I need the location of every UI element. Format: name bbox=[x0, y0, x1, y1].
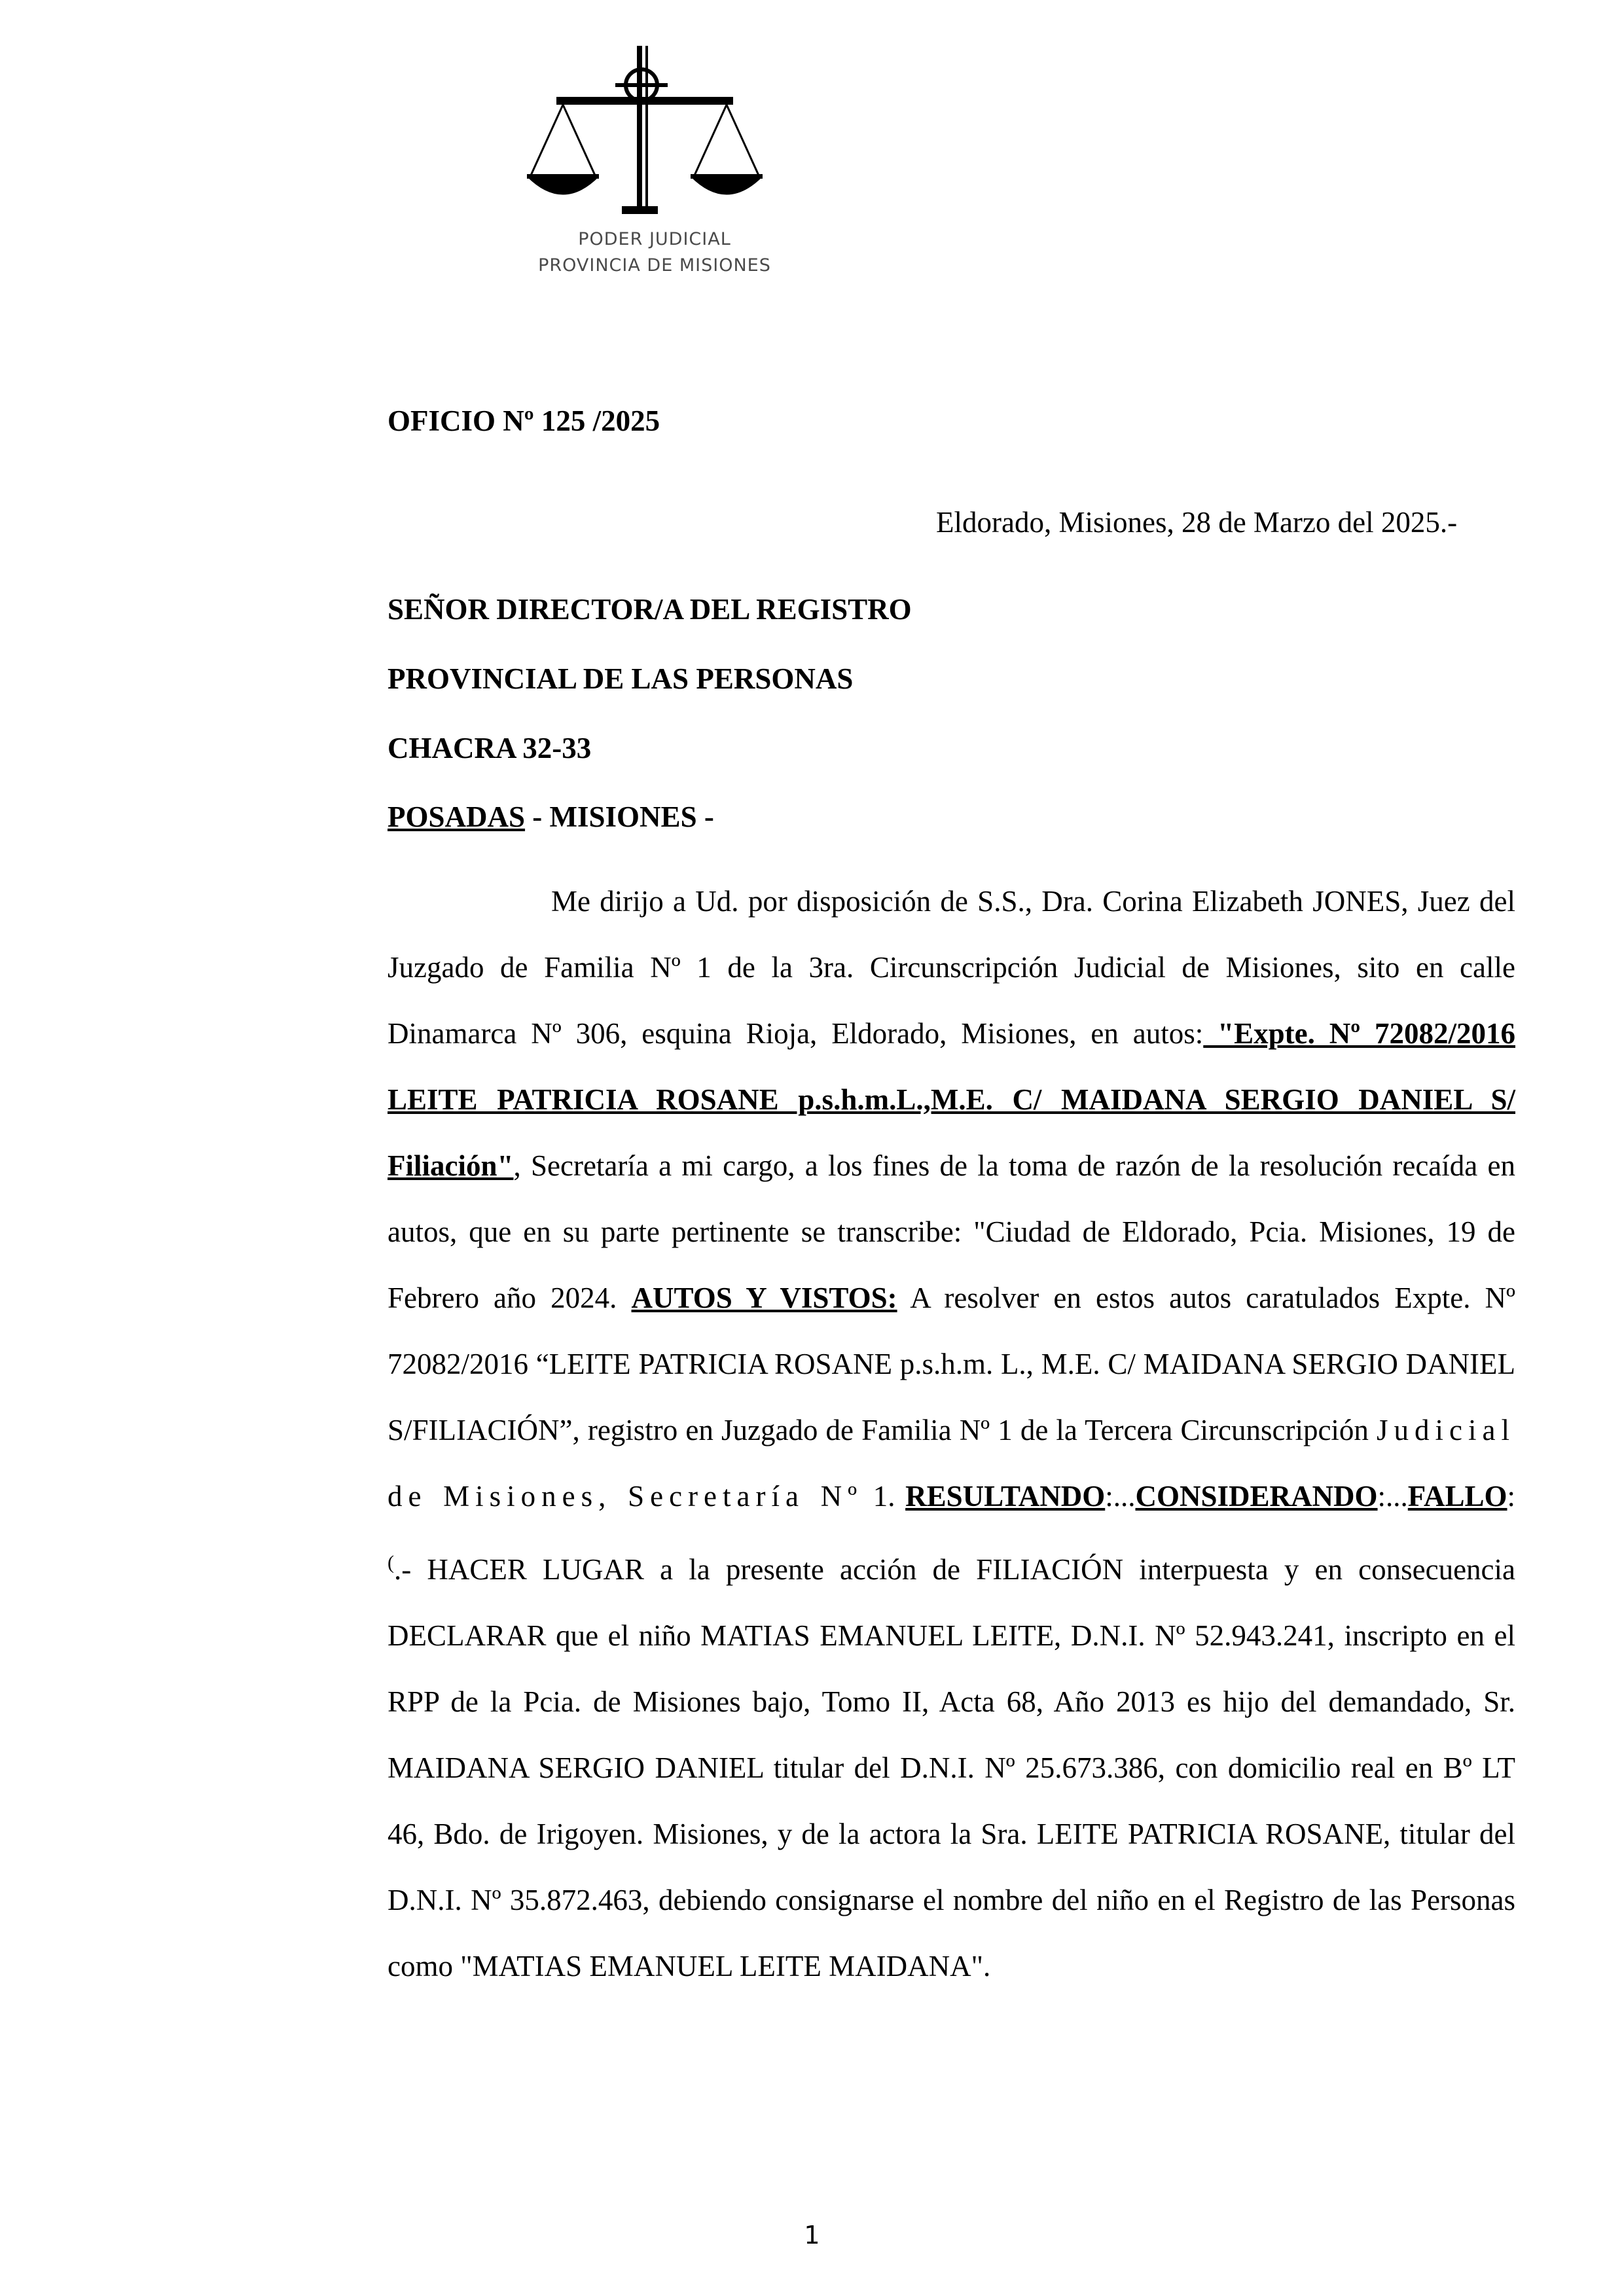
addressee-line-3: CHACRA 32-33 bbox=[388, 732, 592, 764]
page-number: 1 bbox=[804, 2221, 820, 2250]
body-text-2: , Secretaría a mi cargo, a los fines de la toma de razón de la resolución recaída en autos, que en su parte pertinente se transcribe: "Ciudad de Eldorado, Pcia. Misiones, 19 de Febrero año 2024. bbox=[388, 1149, 1515, 1314]
considerando: CONSIDERANDO bbox=[1135, 1480, 1378, 1513]
parenthesis-mark: ( bbox=[388, 1552, 394, 1573]
addressee-line-1: SEÑOR DIRECTOR/A DEL REGISTRO bbox=[388, 593, 912, 626]
addressee-line-4 bbox=[388, 797, 714, 836]
body-text-5: : bbox=[1507, 1480, 1515, 1513]
addressee-city: POSADAS bbox=[388, 800, 526, 833]
poder-judicial-logo bbox=[517, 39, 792, 288]
body-text-6: .- HACER LUGAR a la presente acción de FILIACIÓN interpuesta y en consecuencia DECLARAR que el niño MATIAS EMANUEL LEITE, D.N.I. Nº 52.943.241, inscripto en el RPP de la Pcia. de Misiones bajo, Tomo II, Acta 68, Año 2013 es hijo del demandado, Sr. MAIDANA SERGIO DANIEL titular del D.N.I. Nº 25.673.386, con domicilio real en Bº LT 46, Bdo. de Irigoyen. Misiones, y de la actora la Sra. LEITE PATRICIA ROSANE, titular del D.N.I. Nº 35.872.463, debiendo consignarse el nombre del niño en el Registro de las Personas como "MATIAS EMANUEL LEITE MAIDANA". bbox=[388, 1553, 1515, 1982]
fallo: FALLO bbox=[1407, 1480, 1507, 1513]
scales-of-justice-icon bbox=[517, 39, 792, 236]
dots-1: :... bbox=[1105, 1480, 1136, 1513]
addressee-province: - MISIONES - bbox=[525, 800, 714, 833]
case-reference: "Expte. Nº 72082/2016 LEITE PATRICIA ROSANE p.s.h.m.L.,M.E. C/ MAIDANA SERGIO DANIEL S/ Filiación" bbox=[388, 1017, 1515, 1182]
addressee-line-2: PROVINCIAL DE LAS PERSONAS bbox=[388, 662, 854, 695]
body-paragraph bbox=[388, 869, 1515, 2000]
body-spaced-text: Judicial de Misiones, Secretaría Nº bbox=[388, 1414, 1515, 1513]
resultando: RESULTANDO bbox=[905, 1480, 1106, 1513]
logo-line-1: PODER JUDICIAL bbox=[578, 229, 731, 249]
body-intro: Me dirijo a Ud. por disposición de S.S., Dra. Corina Elizabeth JONES, Juez del Juzgado de Familia Nº 1 de la 3ra. Circunscripción Judicial de Misiones, sito en calle Dinamarca Nº 306, esquina Rioja, Eldorado, Misiones, en autos: bbox=[388, 885, 1515, 1050]
autos-y-vistos: AUTOS Y VISTOS: bbox=[631, 1282, 897, 1314]
dots-2: :... bbox=[1377, 1480, 1408, 1513]
logo-line-2: PROVINCIA DE MISIONES bbox=[538, 255, 771, 276]
body-text-3: A resolver en estos autos caratulados Expte. Nº 72082/2016 “LEITE PATRICIA ROSANE p.s.h.m. L., M.E. C/ MAIDANA SERGIO DANIEL S/FILIACIÓN”, registro en Juzgado de Familia Nº 1 de la Tercera Circunscripción bbox=[388, 1282, 1516, 1446]
body-text-4: 1. bbox=[863, 1480, 906, 1513]
date-line: Eldorado, Misiones, 28 de Marzo del 2025.- bbox=[936, 506, 1458, 539]
letter-body bbox=[388, 869, 1515, 2000]
oficio-number: OFICIO Nº 125 /2025 bbox=[388, 404, 660, 437]
